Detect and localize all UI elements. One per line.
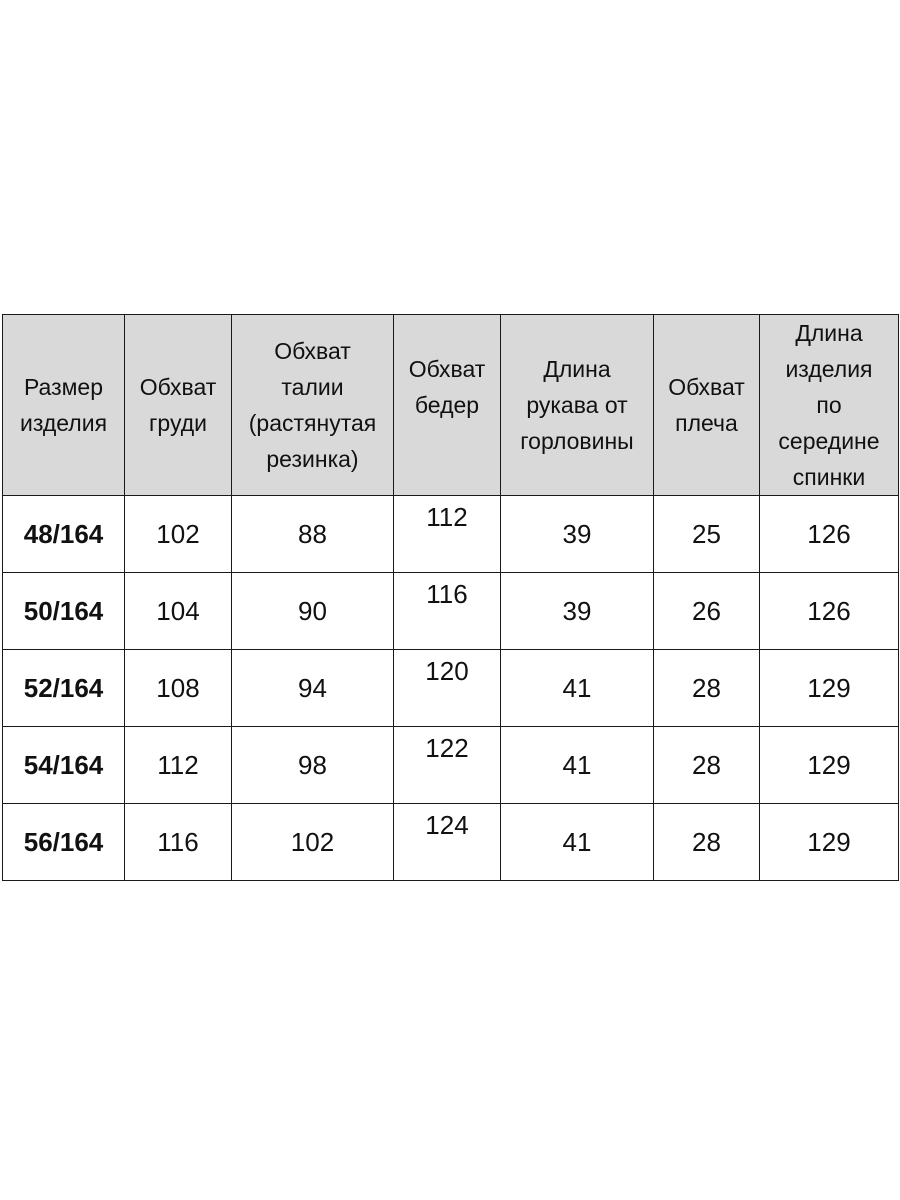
table-row xyxy=(3,804,899,881)
header-waist-label: Обхват талии (растянутая резинка) xyxy=(248,338,377,472)
table-row xyxy=(3,573,899,650)
cell-hips: 116 xyxy=(394,573,501,650)
header-chest-label: Обхват груди xyxy=(139,374,217,436)
cell-sleeve: 41 xyxy=(501,727,654,804)
cell-length: 126 xyxy=(760,496,899,573)
header-waist xyxy=(232,315,394,496)
cell-waist: 98 xyxy=(232,727,394,804)
cell-shoulder: 28 xyxy=(654,804,760,881)
header-chest xyxy=(125,315,232,496)
cell-chest: 112 xyxy=(125,727,232,804)
cell-length: 126 xyxy=(760,573,899,650)
cell-chest: 104 xyxy=(125,573,232,650)
cell-sleeve: 39 xyxy=(501,496,654,573)
table-row xyxy=(3,496,899,573)
cell-size: 50/164 xyxy=(3,573,125,650)
cell-chest: 108 xyxy=(125,650,232,727)
cell-hips: 120 xyxy=(394,650,501,727)
cell-hips: 122 xyxy=(394,727,501,804)
cell-length: 129 xyxy=(760,804,899,881)
header-shoulder-label: Обхват плеча xyxy=(668,374,745,436)
cell-chest: 102 xyxy=(125,496,232,573)
cell-chest: 116 xyxy=(125,804,232,881)
table-row xyxy=(3,650,899,727)
table-body xyxy=(3,496,899,881)
cell-shoulder: 26 xyxy=(654,573,760,650)
cell-sleeve: 41 xyxy=(501,804,654,881)
cell-waist: 88 xyxy=(232,496,394,573)
header-shoulder xyxy=(654,315,760,496)
cell-shoulder: 28 xyxy=(654,727,760,804)
header-hips xyxy=(394,315,501,496)
cell-sleeve: 39 xyxy=(501,573,654,650)
cell-sleeve: 41 xyxy=(501,650,654,727)
cell-hips: 112 xyxy=(394,496,501,573)
cell-waist: 102 xyxy=(232,804,394,881)
cell-size: 48/164 xyxy=(3,496,125,573)
cell-waist: 94 xyxy=(232,650,394,727)
cell-shoulder: 25 xyxy=(654,496,760,573)
header-length xyxy=(760,315,899,496)
table-header xyxy=(3,315,899,496)
header-sleeve xyxy=(501,315,654,496)
header-size-label: Размер изделия xyxy=(19,374,108,436)
header-row xyxy=(3,315,899,496)
header-hips-label: Обхват бедер xyxy=(408,356,486,418)
cell-shoulder: 28 xyxy=(654,650,760,727)
cell-length: 129 xyxy=(760,727,899,804)
cell-size: 54/164 xyxy=(3,727,125,804)
cell-size: 56/164 xyxy=(3,804,125,881)
cell-size: 52/164 xyxy=(3,650,125,727)
size-chart-table xyxy=(2,314,899,881)
cell-length: 129 xyxy=(760,650,899,727)
table-row xyxy=(3,727,899,804)
cell-hips: 124 xyxy=(394,804,501,881)
header-length-label: Длина изделия по середине спинки xyxy=(778,320,880,490)
header-size xyxy=(3,315,125,496)
header-sleeve-label: Длина рукава от горловины xyxy=(520,356,634,454)
cell-waist: 90 xyxy=(232,573,394,650)
